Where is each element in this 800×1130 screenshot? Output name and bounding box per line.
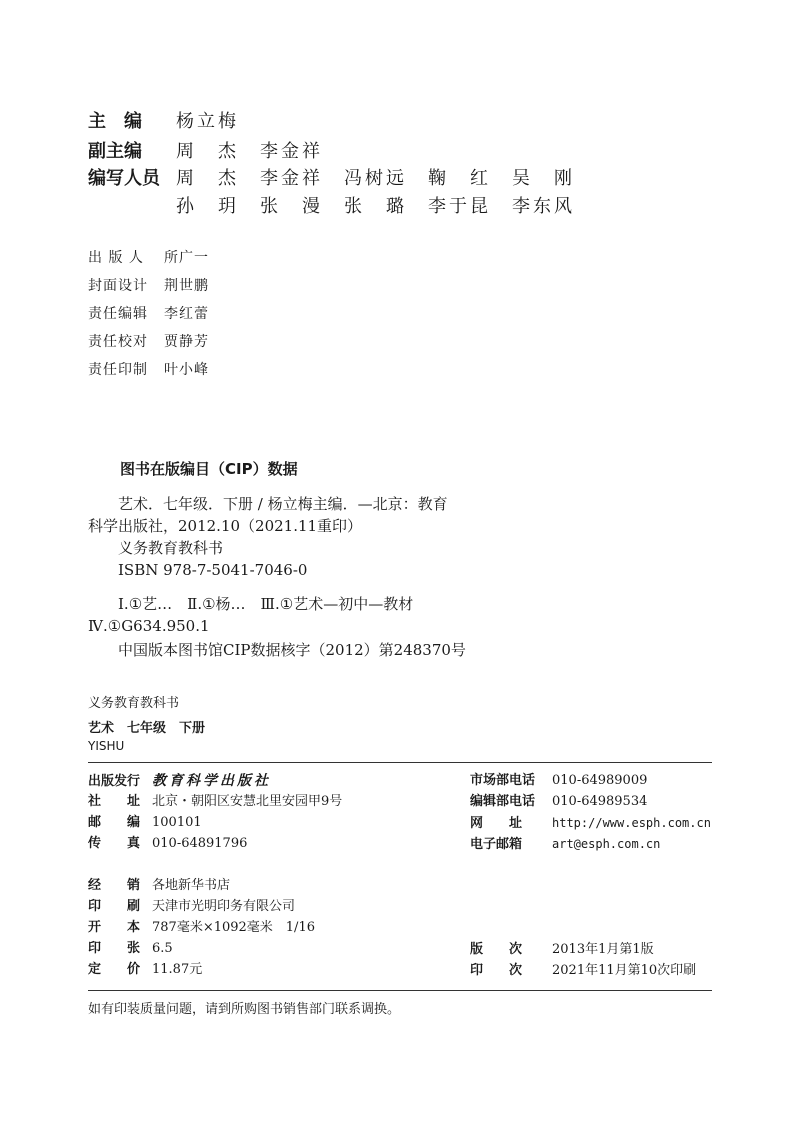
cip-record-number: 中国版本图书馆CIP数据核字（2012）第248370号 <box>118 641 466 659</box>
editor-label: 编写人员 <box>88 168 160 189</box>
editor-names: 周 杰 李金祥 冯树远 鞠 红 吴 刚 <box>176 168 575 189</box>
email-address: art@esph.com.cn <box>552 837 661 851</box>
pub-value: 6.5 <box>152 941 173 956</box>
book-series: 义务教育教科书 <box>88 696 180 711</box>
pub-label: 传 真 <box>88 836 141 851</box>
staff-row <box>88 360 209 380</box>
pub-label: 市场部电话 <box>470 773 536 788</box>
staff-row <box>88 304 209 324</box>
publisher-logo: 教育科学出版社 <box>152 773 271 789</box>
staff-label: 责任编辑 <box>88 306 148 322</box>
staff-row <box>88 276 209 296</box>
editor-label: 主 编 <box>88 111 142 132</box>
pub-label: 社 址 <box>88 794 141 809</box>
quality-note: 如有印装质量问题，请到所购图书销售部门联系调换。 <box>88 1002 401 1017</box>
pub-label: 电子邮箱 <box>470 837 523 852</box>
pub-row <box>470 961 696 981</box>
pub-label: 编辑部电话 <box>470 794 536 809</box>
pub-label: 印 刷 <box>88 899 141 914</box>
cip-line: Ⅰ.①艺… Ⅱ.①杨… Ⅲ.①艺术—初中—教材 <box>118 595 414 613</box>
pub-label: 版 次 <box>470 942 523 957</box>
pub-row <box>88 876 230 896</box>
pub-value: 天津市光明印务有限公司 <box>152 899 296 914</box>
staff-name: 荆世鹏 <box>164 278 209 294</box>
pub-value: 787毫米×1092毫米 1/16 <box>152 920 315 935</box>
pub-row <box>88 813 202 833</box>
staff-label: 责任校对 <box>88 334 148 350</box>
pub-label: 出版发行 <box>88 774 141 789</box>
pub-value: 2013年1月第1版 <box>552 942 654 957</box>
website-url: http://www.esph.com.cn <box>552 816 711 830</box>
pub-value: 010-64989534 <box>552 794 648 809</box>
pub-row <box>88 792 342 812</box>
editor-row-deputy <box>88 140 323 164</box>
divider-bottom <box>88 990 712 991</box>
staff-label: 责任印制 <box>88 362 148 378</box>
cip-isbn: ISBN 978-7-5041-7046-0 <box>118 561 308 579</box>
pub-row <box>88 834 247 854</box>
pub-row <box>88 897 295 917</box>
pub-row <box>470 813 711 834</box>
staff-name: 李红蕾 <box>164 306 209 322</box>
editor-names: 周 杰 李金祥 <box>176 141 323 162</box>
cip-line: Ⅳ.①G634.950.1 <box>88 617 210 635</box>
cip-line: 艺术．七年级．下册 / 杨立梅主编．—北京：教育 <box>118 495 448 513</box>
editor-names: 孙 玥 张 漫 张 璐 李于昆 李东风 <box>176 196 575 217</box>
pub-row <box>470 771 647 791</box>
editor-names: 杨立梅 <box>176 111 239 132</box>
cip-heading: 图书在版编目（CIP）数据 <box>120 460 298 478</box>
divider-top <box>88 762 712 763</box>
pub-value: 北京・朝阳区安慧北里安园甲9号 <box>152 794 343 809</box>
staff-name: 叶小峰 <box>164 362 209 378</box>
pub-label: 开 本 <box>88 920 141 935</box>
pub-label: 网 址 <box>470 816 523 831</box>
pub-label: 邮 编 <box>88 815 141 830</box>
staff-name: 贾静芳 <box>164 334 209 350</box>
pub-row <box>470 940 654 960</box>
pub-label: 印 次 <box>470 963 523 978</box>
editor-row-chief <box>88 110 239 134</box>
pub-value: 2021年11月第10次印刷 <box>552 963 697 978</box>
pub-row <box>88 918 315 938</box>
staff-row <box>88 332 209 352</box>
pub-label: 定 价 <box>88 962 141 977</box>
pub-value: 各地新华书店 <box>152 878 231 893</box>
staff-label: 出 版 人 <box>88 250 144 266</box>
cip-line: 义务教育教科书 <box>118 539 224 557</box>
pub-value: 010-64989009 <box>552 773 648 788</box>
pub-row <box>470 834 660 855</box>
pub-row <box>470 792 647 812</box>
pub-label: 经 销 <box>88 878 141 893</box>
staff-label: 封面设计 <box>88 278 148 294</box>
pub-value: 010-64891796 <box>152 836 248 851</box>
staff-row <box>88 248 209 268</box>
pub-row <box>88 939 173 959</box>
book-title: 艺术 七年级 下册 <box>88 721 206 736</box>
cip-line: 科学出版社，2012.10（2021.11重印） <box>88 517 363 535</box>
pub-value: 100101 <box>152 815 202 830</box>
editor-row-writers <box>88 167 575 191</box>
price: 11.87元 <box>152 962 203 977</box>
pub-row <box>88 960 202 980</box>
pub-label: 印 张 <box>88 941 141 956</box>
book-pinyin: YISHU <box>88 739 125 753</box>
pub-row-publisher <box>88 771 271 792</box>
editor-label: 副主编 <box>88 141 142 162</box>
editor-row-writers-cont <box>88 195 575 219</box>
staff-name: 所广一 <box>164 250 209 266</box>
